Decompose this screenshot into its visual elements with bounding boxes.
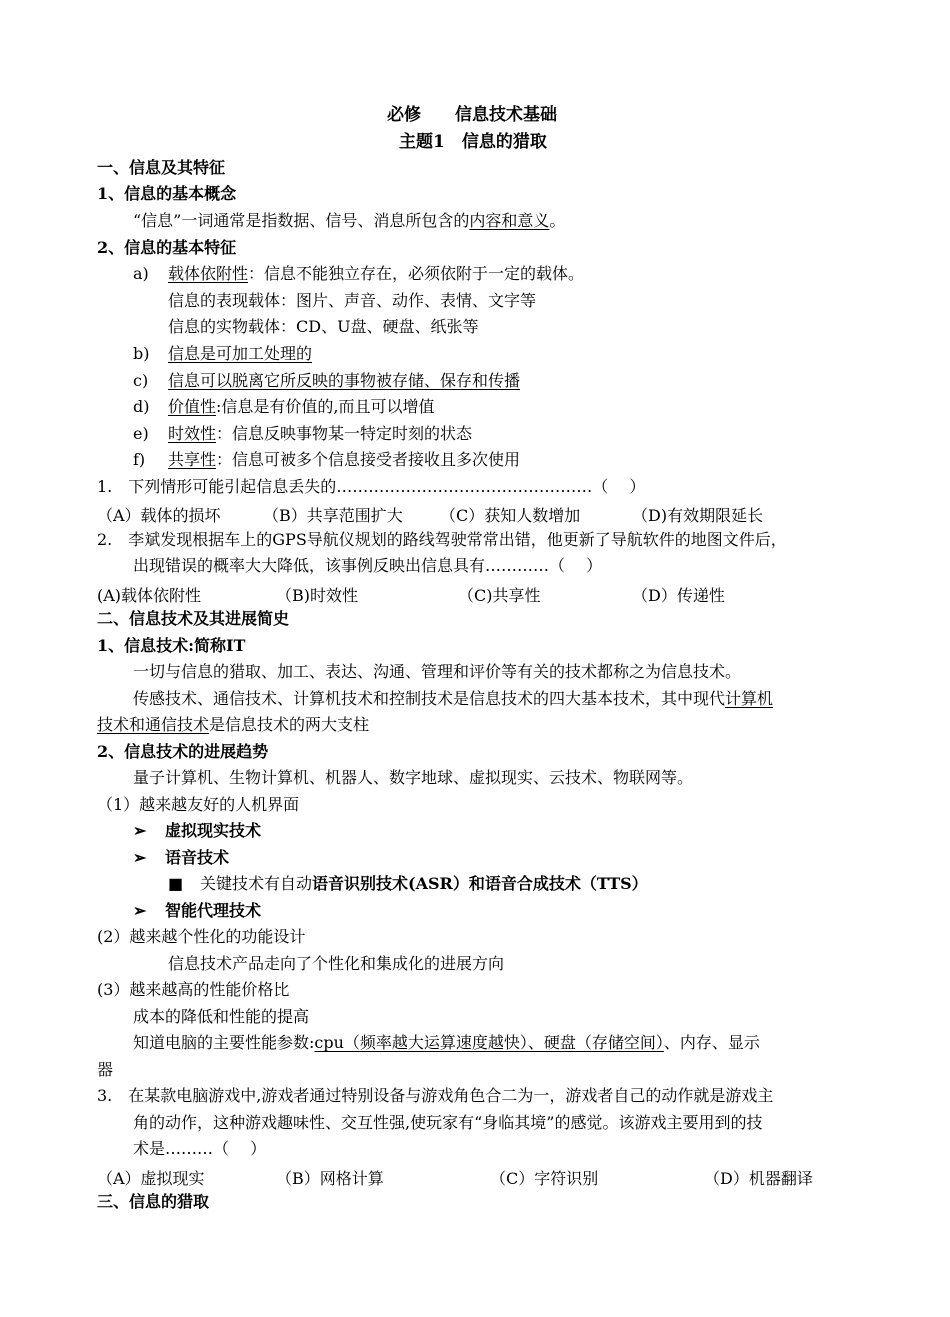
square-bullet-icon: ■: [168, 874, 184, 893]
question-2-line-1: 2. 李斌发现根据车上的GPS导航仪规划的路线驾驶常常出错，他更新了导航软件的地图文件后，: [97, 530, 787, 549]
arrow-bullet-icon: ➢: [133, 821, 147, 840]
square-bullet-speech-tech: [168, 874, 648, 894]
feature-term: 时效性: [168, 424, 217, 443]
feature-marker: f): [133, 450, 146, 469]
question-3-line-1: 3. 在某款电脑游戏中,游戏者通过特别设备与游戏角色合二为一，游戏者自己的动作就是游戏主: [97, 1086, 774, 1105]
trend-3-detail: 成本的降低和性能的提高: [133, 1007, 310, 1026]
params-end: 、内存、显示: [663, 1033, 760, 1052]
question-2-line-2: 出现错误的概率大大降低，该事例反映出信息具有…………（ ）: [133, 556, 603, 575]
doc-title: 必修 信息技术基础: [387, 105, 557, 125]
q3-option-c: （C）字符识别: [490, 1169, 599, 1188]
feature-term: 信息可以脱离它所反映的事物被存储、保存和传播: [168, 371, 521, 390]
feature-detail: 信息的表现载体：图片、声音、动作、表情、文字等: [168, 291, 537, 310]
feature-item: [133, 344, 312, 364]
subheading-concept: 1、信息的基本概念: [97, 184, 237, 203]
q2-option-c: （C)共享性: [458, 586, 541, 605]
feature-detail: 信息的实物载体：CD、U盘、硬盘、纸张等: [168, 317, 479, 336]
bullet-vr: [133, 821, 261, 841]
q1-option-c: （C）获知人数增加: [440, 506, 581, 525]
feature-desc: ：信息可被多个信息接受者接收且多次使用: [216, 450, 521, 469]
arrow-bullet-icon: ➢: [133, 901, 147, 920]
feature-term: 价值性: [168, 397, 217, 416]
concept-paragraph: [133, 211, 565, 231]
concept-end: 。: [549, 211, 566, 230]
feature-term: 信息是可加工处理的: [168, 344, 313, 363]
q3-option-a: （A）虚拟现实: [97, 1169, 205, 1188]
feature-item: [133, 424, 472, 444]
trends-examples: 量子计算机、生物计算机、机器人、数字地球、虚拟现实、云技术、物联网等。: [133, 768, 694, 787]
feature-item: [133, 397, 435, 417]
params-underlined: cpu（频率越大运算速度越快）、硬盘（存储空间）: [314, 1033, 664, 1052]
q3-option-d: （D）机器翻译: [704, 1169, 813, 1188]
feature-term: 共享性: [168, 450, 217, 469]
q1-option-b: （B）共享范围扩大: [263, 506, 403, 525]
question-3-line-3: 术是………（ ）: [133, 1139, 267, 1158]
it-pillars-underlined: 技术和通信技术: [97, 715, 210, 734]
params-text: 知道电脑的主要性能参数:: [133, 1033, 315, 1052]
bullet-bold-text: 语音识别技术(ASR）和语音合成技术（TTS）: [312, 874, 648, 893]
bullet-text: 虚拟现实技术: [165, 821, 262, 840]
it-pillars-line-1: [133, 689, 773, 709]
feature-marker: b): [133, 344, 150, 363]
feature-desc: :信息是有价值的,而且可以增值: [216, 397, 435, 416]
subheading-features: 2、信息的基本特征: [97, 238, 237, 257]
performance-params-wrap: 器: [97, 1060, 114, 1079]
bullet-text: 语音技术: [165, 848, 230, 867]
section-heading-3: 三、信息的猎取: [97, 1192, 210, 1211]
feature-marker: a): [133, 264, 149, 283]
doc-subtitle: 主题1 信息的猎取: [399, 132, 547, 152]
trend-1: （1）越来越友好的人机界面: [97, 795, 300, 814]
subheading-it: 1、信息技术:简称IT: [97, 636, 246, 655]
q2-option-b: （B)时效性: [276, 586, 359, 605]
feature-marker: c): [133, 371, 149, 390]
trend-2: (2）越来越个性化的功能设计: [97, 927, 306, 946]
arrow-bullet-icon: ➢: [133, 848, 147, 867]
q1-option-d: （D)有效期限延长: [632, 506, 764, 525]
feature-item: [133, 371, 520, 391]
it-pillars-underlined: 计算机: [725, 689, 774, 708]
it-pillars-end: 是信息技术的两大支柱: [209, 715, 370, 734]
trend-3: (3）越来越高的性能价格比: [97, 980, 290, 999]
performance-params: [133, 1033, 760, 1053]
trend-2-detail: 信息技术产品走向了个性化和集成化的进展方向: [168, 954, 505, 973]
feature-desc: ：信息反映事物某一特定时刻的状态: [216, 424, 473, 443]
section-heading-2: 二、信息技术及其进展简史: [97, 609, 290, 628]
feature-marker: d): [133, 397, 150, 416]
bullet-speech: [133, 848, 229, 868]
feature-term: 载体依附性: [168, 264, 249, 283]
question-3-line-2: 角的动作，这种游戏趣味性、交互性强,使玩家有“身临其境”的感觉。该游戏主要用到的技: [133, 1113, 763, 1132]
it-definition: 一切与信息的猎取、加工、表达、沟通、管理和评价等有关的技术都称之为信息技术。: [133, 662, 742, 681]
it-pillars-line-2: [97, 715, 369, 735]
concept-underlined: 内容和意义: [469, 211, 550, 230]
feature-desc: ：信息不能独立存在，必须依附于一定的载体。: [248, 264, 585, 283]
it-pillars-text: 传感技术、通信技术、计算机技术和控制技术是信息技术的四大基本技术，其中现代: [133, 689, 726, 708]
bullet-agent: [133, 901, 261, 921]
feature-item: [133, 264, 584, 284]
q2-option-a: (A)载体依附性: [97, 586, 202, 605]
feature-item: [133, 450, 520, 470]
feature-marker: e): [133, 424, 149, 443]
bullet-text: 关键技术有自动: [200, 874, 313, 893]
q1-option-a: （A）载体的损坏: [97, 506, 221, 525]
concept-text: “信息”一词通常是指数据、信号、消息所包含的: [133, 211, 470, 230]
question-1: 1. 下列情形可能引起信息丢失的…………………………………………（ ）: [97, 477, 646, 496]
subheading-trends: 2、信息技术的进展趋势: [97, 742, 269, 761]
bullet-text: 智能代理技术: [165, 901, 262, 920]
q3-option-b: （B）网格计算: [276, 1169, 384, 1188]
section-heading-1: 一、信息及其特征: [97, 158, 226, 177]
q2-option-d: （D）传递性: [632, 586, 725, 605]
